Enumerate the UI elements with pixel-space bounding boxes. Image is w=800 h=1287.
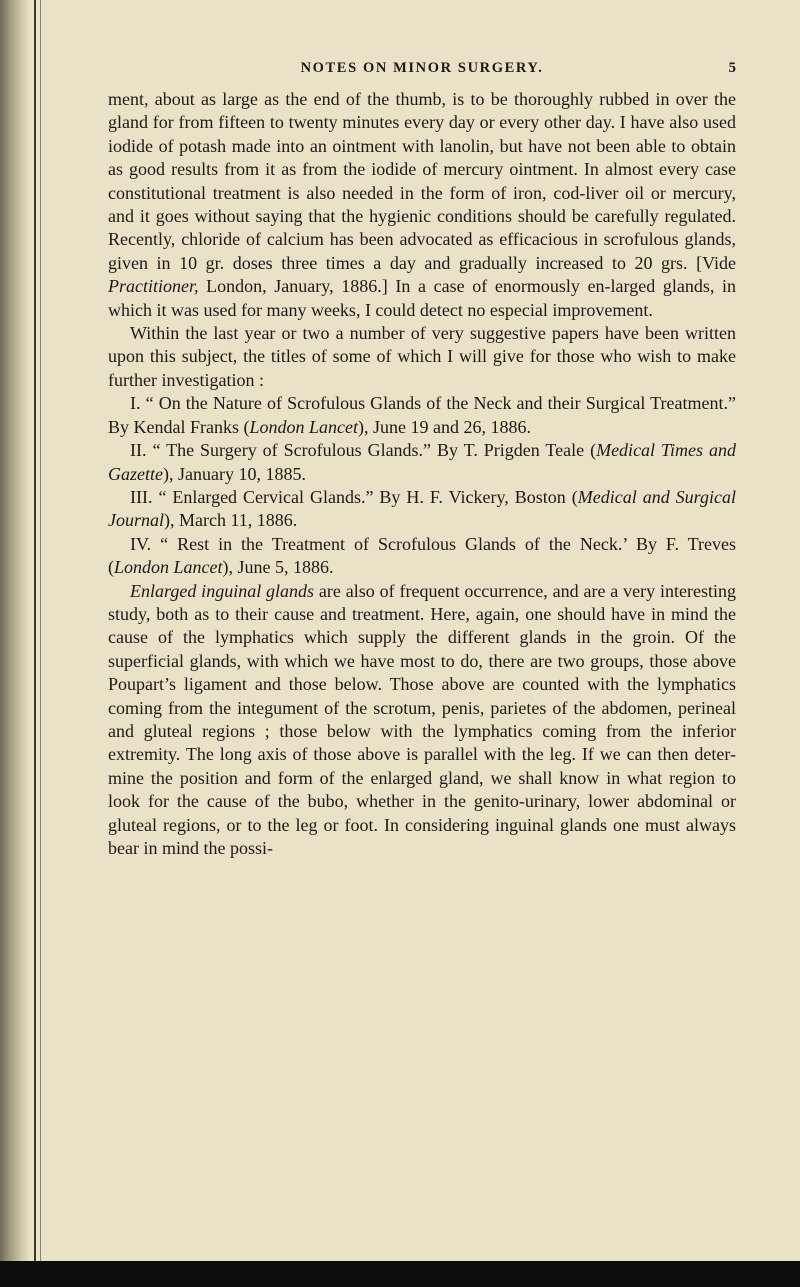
journal-title: Practitioner, xyxy=(108,276,199,297)
paragraph-papers-intro xyxy=(108,322,736,392)
reference-text: ), June 5, 1886. xyxy=(222,557,334,578)
journal-title: London Lancet xyxy=(114,557,223,578)
reference-text: III. “ Enlarged Cervical Glands.” By H. F. Vickery, Boston ( xyxy=(130,486,578,507)
paragraph-ointment-treatment xyxy=(108,88,736,322)
page-binding-shadow xyxy=(0,0,30,1287)
section-lead-phrase: Enlarged inguinal glands xyxy=(130,580,315,601)
reference-text: ), June 19 and 26, 1886. xyxy=(358,416,531,437)
paragraph-inguinal-glands xyxy=(108,580,736,861)
page-number: 5 xyxy=(728,60,736,76)
book-page xyxy=(108,60,736,860)
journal-title: Medical Times and Gazette xyxy=(108,440,736,484)
running-header xyxy=(108,60,736,84)
reference-item-2 xyxy=(108,439,736,486)
journal-title: London Lancet xyxy=(249,416,358,437)
binding-edge-line-inner xyxy=(40,0,41,1287)
scan-bottom-edge xyxy=(0,1261,800,1287)
paragraph-text: ment, about as large as the end of the thumb, is to be thoroughly rubbed in over the gland for from fifteen to twenty minutes every day or every other day. I have also used iodide of potash made into an ointment with lanolin, but have not been able to obtain as good results from it as from the iodide of mercury ointment. In almost every case constitutional treatment is also needed in the form of iron, cod-liver oil or mercury, and it goes without saying that the hygienic conditions should be carefully regulated. Recently, chloride of calcium has been advocated as efficacious in scrofulous glands, given in 10 gr. doses three times a day and gradually increased to 20 grs. [Vide xyxy=(108,89,736,273)
running-title: NOTES ON MINOR SURGERY. xyxy=(300,60,544,76)
reference-text: I. “ On the Nature of Scrofulous Glands of the Neck and their Surgical Treatment.” By Kendal Franks ( xyxy=(108,393,736,437)
paragraph-text: are also of frequent occurrence, and are a very interesting study, both as to their cause and treatment. Here, again, one should have in mind the cause of the lymphatics which supply the different glands in the groin. Of the superficial glands, with which we have most to do, there are two groups, those above Poupart’s ligament and those below. Those above are counted with the lymphatics coming from the integument of the scrotum, penis, parietes of the abdomen, perineal and gluteal regions ; those below with the lymphatics coming from the inferior extremity. The long axis of those above is parallel with the leg. If we can then deter-mine the position and form of the enlarged gland, we shall know in what region to look for the cause of the bubo, whether in the genito-urinary, lower abdominal or gluteal regions, or to the leg or foot. In considering inguinal glands one must always bear in mind the possi- xyxy=(108,580,736,858)
paragraph-text: Within the last year or two a number of very suggestive papers have been written upon this subject, the titles of some of which I will give for those who wish to make further investigation : xyxy=(108,323,736,390)
reference-text: IV. “ Rest in the Treatment of Scrofulous Glands of the Neck.’ By F. Treves ( xyxy=(108,533,736,578)
binding-edge-line xyxy=(34,0,36,1287)
reference-item-3 xyxy=(108,486,736,533)
paragraph-text: London, January, 1886.] In a case of enormously en-larged glands, in which it was used for many weeks, I could detect no especial improvement. xyxy=(108,276,736,320)
reference-item-4 xyxy=(108,533,736,580)
reference-item-1 xyxy=(108,392,736,439)
reference-text: II. “ The Surgery of Scrofulous Glands.” By T. Prigden Teale ( xyxy=(130,440,597,461)
reference-text: ), January 10, 1885. xyxy=(162,463,306,484)
reference-text: ), March 11, 1886. xyxy=(164,510,298,531)
journal-title: Medical and Surgical Journal xyxy=(108,486,736,531)
